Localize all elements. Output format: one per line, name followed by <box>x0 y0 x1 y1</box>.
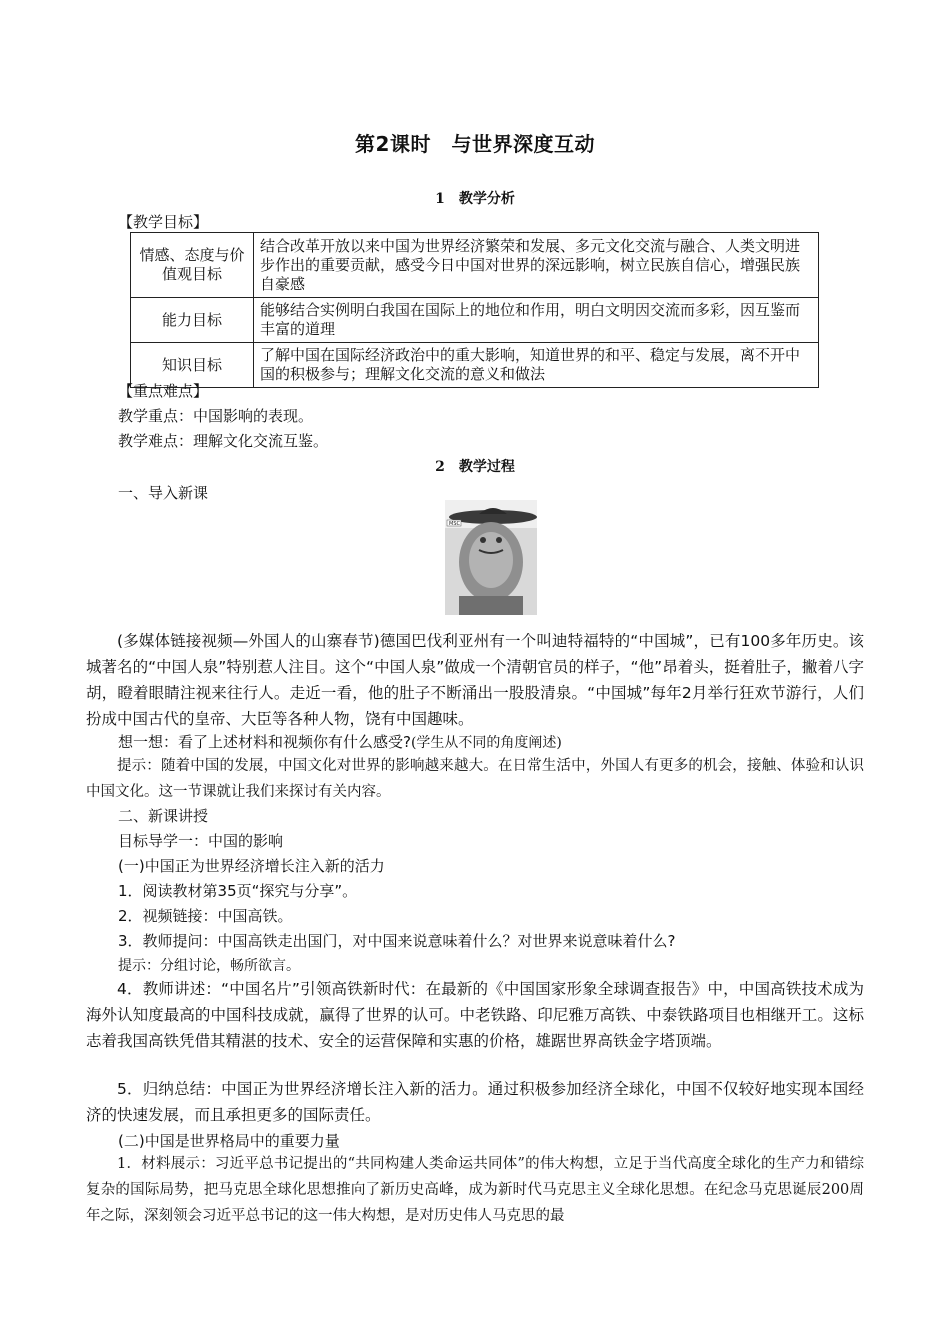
page-title: 第2课时 与世界深度互动 <box>355 132 595 156</box>
goal-text: 能够结合实例明白我国在国际上的地位和作用，明白文明因交流而多彩，因互鉴而丰富的道理 <box>254 298 819 343</box>
intro-story: (多媒体链接视频—外国人的山寨春节)德国巴伐利亚州有一个叫迪特福特的“中国城”，已有100多年历史。该城著名的“中国人泉”特别惹人注目。这个“中国人泉”做成一个清朝官员的样子，“他”昂着头，挺着肚子，撇着八字胡，瞪着眼睛注视来往行人。走近一看，他的肚子不断涌出一股股清泉。“中国城”每年2月举行狂欢节游行，人们扮成中国古代的皇帝、大臣等各种人物，饶有中国趣味。 <box>86 632 864 728</box>
table-row <box>131 343 819 388</box>
step-2: 2．视频链接：中国高铁。 <box>118 907 293 925</box>
target-one-heading: 目标导学一：中国的影响 <box>118 832 284 850</box>
think-question: 想一想：看了上述材料和视频你有什么感受? <box>118 733 411 751</box>
goals-heading: 【教学目标】 <box>118 213 209 231</box>
image-label: MSC <box>449 521 460 527</box>
step-3: 3．教师提问：中国高铁走出国门，对中国来说意味着什么？对世界来说意味着什么? <box>118 932 676 950</box>
step-5: 5．归纳总结：中国正为世界经济增长注入新的活力。通过积极参加经济全球化，中国不仅较好地实现本国经济的快速发展，而且承担更多的国际责任。 <box>86 1080 864 1124</box>
table-row <box>131 233 819 298</box>
goal-text: 了解中国在国际经济政治中的重大影响，知道世界的和平、稳定与发展，离不开中国的积极参与；理解文化交流的意义和做法 <box>254 343 819 388</box>
focus-line: 教学重点：中国影响的表现。 <box>118 407 314 425</box>
section-heading-analysis: 1 教学分析 <box>435 191 515 207</box>
think-note: (学生从不同的角度阐述) <box>410 735 562 751</box>
subsection-two: (二)中国是世界格局中的重要力量 <box>118 1132 340 1150</box>
step-1: 1．阅读教材第35页“探究与分享”。 <box>118 882 358 900</box>
goal-label: 知识目标 <box>131 343 254 388</box>
goal-label: 情感、态度与价值观目标 <box>131 233 254 298</box>
goal-label: 能力目标 <box>131 298 254 343</box>
step-3-hint: 提示：分组讨论，畅所欲言。 <box>118 958 300 974</box>
lesson-heading: 二、新课讲授 <box>118 807 209 825</box>
fountain-statue-icon <box>445 500 537 615</box>
keypoints-heading: 【重点难点】 <box>118 382 209 400</box>
goals-table <box>130 232 819 388</box>
step-4: 4．教师讲述：“中国名片”引领高铁新时代：在最新的《中国国家形象全球调查报告》中，中国高铁技术成为海外认知度最高的中国科技成就，赢得了世界的认可。中老铁路、印尼雅万高铁、中泰铁路项目也相继开工。这标志着我国高铁凭借其精湛的技术、安全的运营保障和实惠的价格，雄踞世界高铁金字塔顶端。 <box>86 980 864 1050</box>
table-row <box>131 298 819 343</box>
material-paragraph: 1．材料展示：习近平总书记提出的“共同构建人类命运共同体”的伟大构想，立足于当代高度全球化的生产力和错综复杂的国际局势，把马克思全球化思想推向了新历史高峰，成为新时代马克思主义全球化思想。在纪念马克思诞辰200周年之际，深刻领会习近平总书记的这一伟大构想，是对历史伟人马克思的最 <box>86 1156 864 1224</box>
subsection-one: (一)中国正为世界经济增长注入新的活力 <box>118 857 385 875</box>
fountain-photo <box>445 500 537 615</box>
intro-heading: 一、导入新课 <box>118 484 209 502</box>
think-line <box>118 731 562 752</box>
goal-text: 结合改革开放以来中国为世界经济繁荣和发展、多元文化交流与融合、人类文明进步作出的重要贡献，感受今日中国对世界的深远影响，树立民族自信心，增强民族自豪感 <box>254 233 819 298</box>
intro-hint: 提示：随着中国的发展，中国文化对世界的影响越来越大。在日常生活中，外国人有更多的机会，接触、体验和认识中国文化。这一节课就让我们来探讨有关内容。 <box>86 758 864 800</box>
difficulty-line: 教学难点：理解文化交流互鉴。 <box>118 432 329 450</box>
section-heading-process: 2 教学过程 <box>435 459 515 475</box>
